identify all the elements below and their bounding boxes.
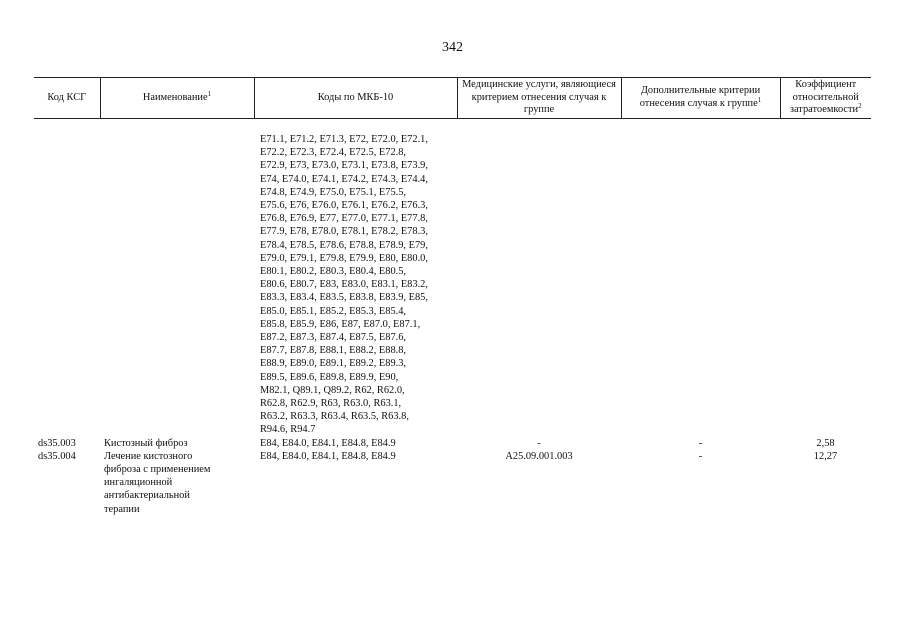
mkb-code-line: R63.2, R63.3, R63.4, R63.5, R63.8, xyxy=(260,411,409,423)
name-line: Кистозный фиброз xyxy=(104,437,188,449)
footnote-marker: 1 xyxy=(207,89,212,98)
header-mkb: Коды по МКБ-10 xyxy=(254,78,457,119)
table-row xyxy=(34,450,871,516)
name-line: фиброза с применением xyxy=(104,464,211,476)
cell-med-services: - xyxy=(537,437,541,449)
mkb-code-line: E80.1, E80.2, E80.3, E80.4, E80.5, xyxy=(260,266,407,278)
header-code: Код КСГ xyxy=(34,78,100,119)
table-row-continuation xyxy=(34,133,871,437)
header-coefficient: Коэффициент относительной затратоемкости$^2$ xyxy=(780,78,871,119)
name-line: терапии xyxy=(104,503,140,515)
mkb-code-line: E76.8, E76.9, E77, E77.0, E77.1, E77.8, xyxy=(260,213,428,225)
mkb-code-line: E79.0, E79.1, E79.8, E79.9, E80, E80.0, xyxy=(260,252,428,264)
name-line: Лечение кистозного xyxy=(104,450,193,462)
mkb-code-line: E72.2, E72.3, E72.4, E72.5, E72.8, xyxy=(260,147,407,159)
mkb-code-line: E87.2, E87.3, E87.4, E87.5, E87.6, xyxy=(260,332,407,344)
cell-code: ds35.004 xyxy=(38,450,76,462)
cell-additional-criteria: - xyxy=(698,437,703,449)
footnote-marker: 1 xyxy=(757,96,762,104)
mkb-code-line: E75.6, E76, E76.0, E76.1, E76.2, E76.3, xyxy=(260,200,428,212)
cell-coefficient: 2,58 xyxy=(816,437,835,449)
mkb-code-line: E80.6, E80.7, E83, E83.0, E83.1, E83.2, xyxy=(260,279,428,291)
ksg-table xyxy=(34,77,871,516)
cell-name xyxy=(100,437,254,450)
cell-coefficient xyxy=(780,133,871,437)
mkb-code-line: E77.9, E78, E78.0, E78.1, E78.2, E78.3, xyxy=(260,226,428,238)
table-row xyxy=(34,437,871,450)
mkb-code-line: E89.5, E89.6, E89.8, E89.9, E90, xyxy=(260,371,399,383)
cell-med-services xyxy=(457,133,621,437)
mkb-code-line: R94.6, R94.7 xyxy=(260,424,316,436)
mkb-code-line: E83.3, E83.4, E83.5, E83.8, E83.9, E85, xyxy=(260,292,428,304)
cell-code xyxy=(34,133,100,437)
cell-additional-criteria: - xyxy=(698,450,703,462)
mkb-code-line: E74.8, E74.9, E75.0, E75.1, E75.5, xyxy=(260,186,407,198)
cell-med-services: A25.09.001.003 xyxy=(505,450,573,462)
mkb-code-line: E85.0, E85.1, E85.2, E85.3, E85.4, xyxy=(260,305,407,317)
header-med-services: Медицинские услуги, являющиеся критерием отнесения случая к группе xyxy=(457,78,621,119)
mkb-code-line: E87.7, E87.8, E88.1, E88.2, E88.8, xyxy=(260,345,407,357)
cell-mkb-codes xyxy=(254,133,457,437)
cell-mkb-codes: E84, E84.0, E84.1, E84.8, E84.9 xyxy=(260,450,396,462)
mkb-code-line: E74, E74.0, E74.1, E74.2, E74.3, E74.4, xyxy=(260,173,428,185)
name-line: антибактериальной xyxy=(104,490,190,502)
mkb-code-line: E78.4, E78.5, E78.6, E78.8, E78.9, E79, xyxy=(260,239,428,251)
cell-code: ds35.003 xyxy=(38,437,76,449)
mkb-code-line: E71.1, E71.2, E71.3, E72, E72.0, E72.1, xyxy=(260,134,428,145)
mkb-code-line: E85.8, E85.9, E86, E87, E87.0, E87.1, xyxy=(260,318,421,330)
table-header-row xyxy=(34,78,871,119)
header-additional-criteria: Дополнительные критерии отнесения случая к группе$^1$ xyxy=(621,78,780,119)
footnote-marker: 2 xyxy=(858,102,862,111)
cell-additional-criteria xyxy=(621,133,780,437)
header-name: Наименование$^1$ xyxy=(100,78,254,119)
spacer-row xyxy=(34,119,871,134)
mkb-code-line: E88.9, E89.0, E89.1, E89.2, E89.3, xyxy=(260,358,407,370)
mkb-code-line: E72.9, E73, E73.0, E73.1, E73.8, E73.9, xyxy=(260,160,428,172)
cell-mkb-codes: E84, E84.0, E84.1, E84.8, E84.9 xyxy=(260,437,396,449)
cell-name xyxy=(100,450,254,516)
mkb-code-line: M82.1, Q89.1, Q89.2, R62, R62.0, xyxy=(260,384,405,396)
cell-coefficient: 12,27 xyxy=(813,450,838,462)
cell-name xyxy=(100,133,254,437)
name-line: ингаляционной xyxy=(104,477,173,489)
page-number: 342 xyxy=(442,40,463,55)
mkb-code-line: R62.8, R62.9, R63, R63.0, R63.1, xyxy=(260,398,402,410)
